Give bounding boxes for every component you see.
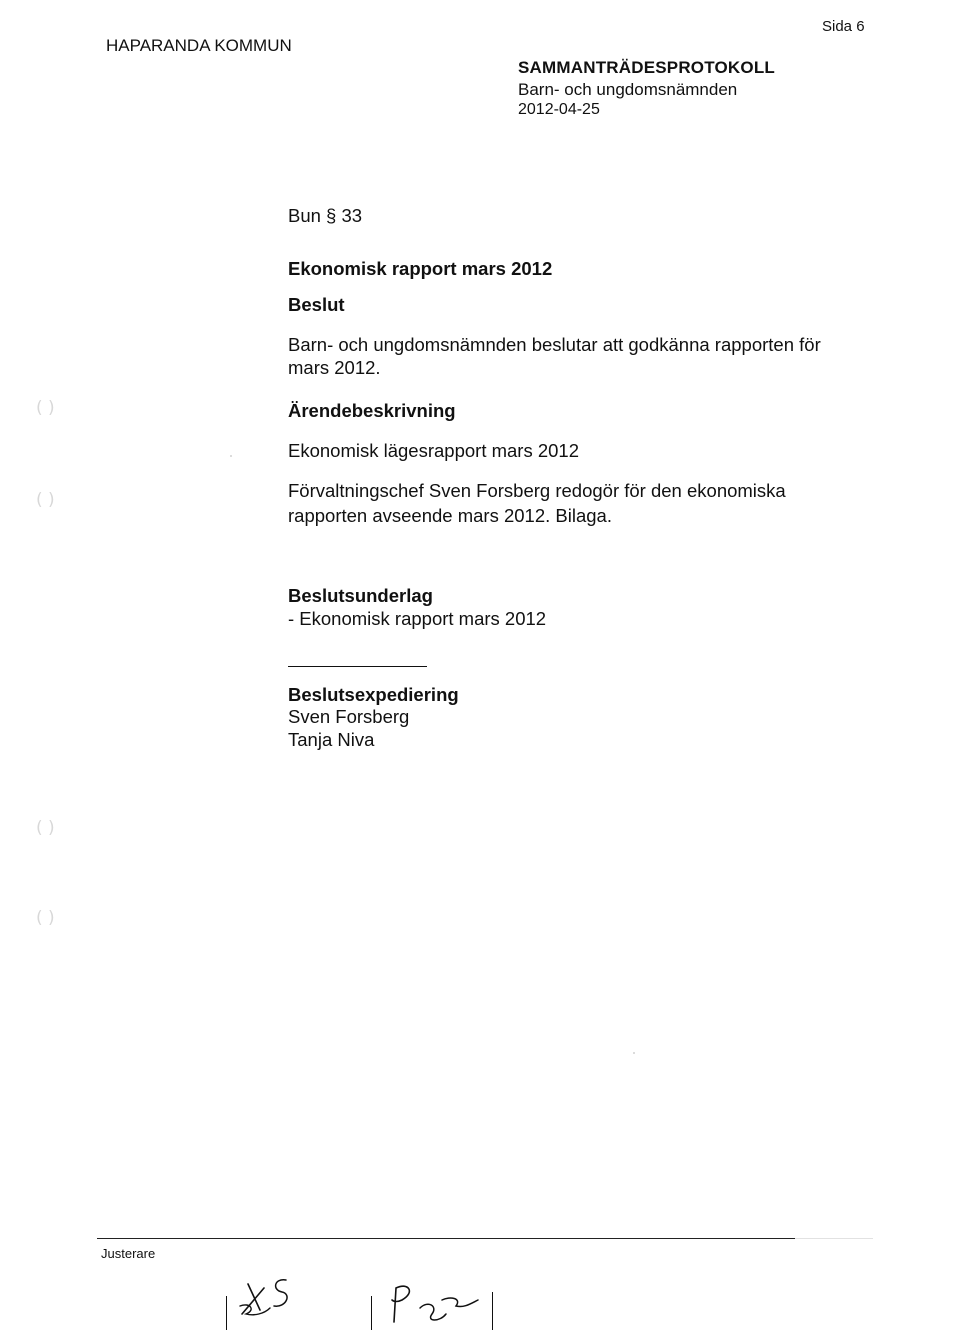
decision-basis-heading: Beslutsunderlag bbox=[288, 585, 433, 606]
adjusters-label: Justerare bbox=[101, 1246, 156, 1261]
scan-speck bbox=[633, 1052, 635, 1054]
decision-heading: Beslut bbox=[288, 294, 345, 315]
separator-line bbox=[288, 666, 427, 667]
handwritten-initials-signature bbox=[234, 1276, 300, 1332]
description-heading: Ärendebeskrivning bbox=[288, 400, 456, 421]
signature-box-left-bar bbox=[226, 1296, 227, 1330]
report-title: Ekonomisk lägesrapport mars 2012 bbox=[288, 440, 580, 461]
signature-box-right-bar bbox=[492, 1292, 493, 1330]
committee-name: Barn- och ungdomsnämnden bbox=[518, 80, 738, 99]
handwritten-initials-signature bbox=[380, 1278, 490, 1334]
section-reference: Bun § 33 bbox=[288, 205, 363, 226]
meeting-date: 2012-04-25 bbox=[518, 101, 600, 118]
scan-speck bbox=[230, 455, 232, 457]
dispatch-recipient: Tanja Niva bbox=[288, 729, 375, 750]
punch-hole-mark: ( ) bbox=[36, 908, 55, 928]
dispatch-heading: Beslutsexpediering bbox=[288, 684, 459, 705]
decision-text-line: mars 2012. bbox=[288, 357, 381, 378]
decision-text-line: Barn- och ungdomsnämnden beslutar att godkänna rapporten för bbox=[288, 334, 821, 355]
dispatch-recipient: Sven Forsberg bbox=[288, 706, 410, 727]
municipality-name: HAPARANDA KOMMUN bbox=[106, 36, 292, 55]
description-text-line: Förvaltningschef Sven Forsberg redogör för den ekonomiska bbox=[288, 480, 786, 501]
footer-divider bbox=[97, 1238, 795, 1239]
punch-hole-mark: ( ) bbox=[36, 818, 55, 838]
protocol-title: SAMMANTRÄDESPROTOKOLL bbox=[518, 58, 775, 77]
description-text-line: rapporten avseende mars 2012. Bilaga. bbox=[288, 505, 612, 526]
footer-divider-faint bbox=[795, 1238, 873, 1239]
decision-basis-item: - Ekonomisk rapport mars 2012 bbox=[288, 608, 547, 629]
item-title: Ekonomisk rapport mars 2012 bbox=[288, 258, 553, 279]
punch-hole-mark: ( ) bbox=[36, 398, 55, 418]
signature-box-left-bar bbox=[371, 1296, 372, 1330]
punch-hole-mark: ( ) bbox=[36, 490, 55, 510]
page-number: Sida 6 bbox=[822, 18, 865, 35]
